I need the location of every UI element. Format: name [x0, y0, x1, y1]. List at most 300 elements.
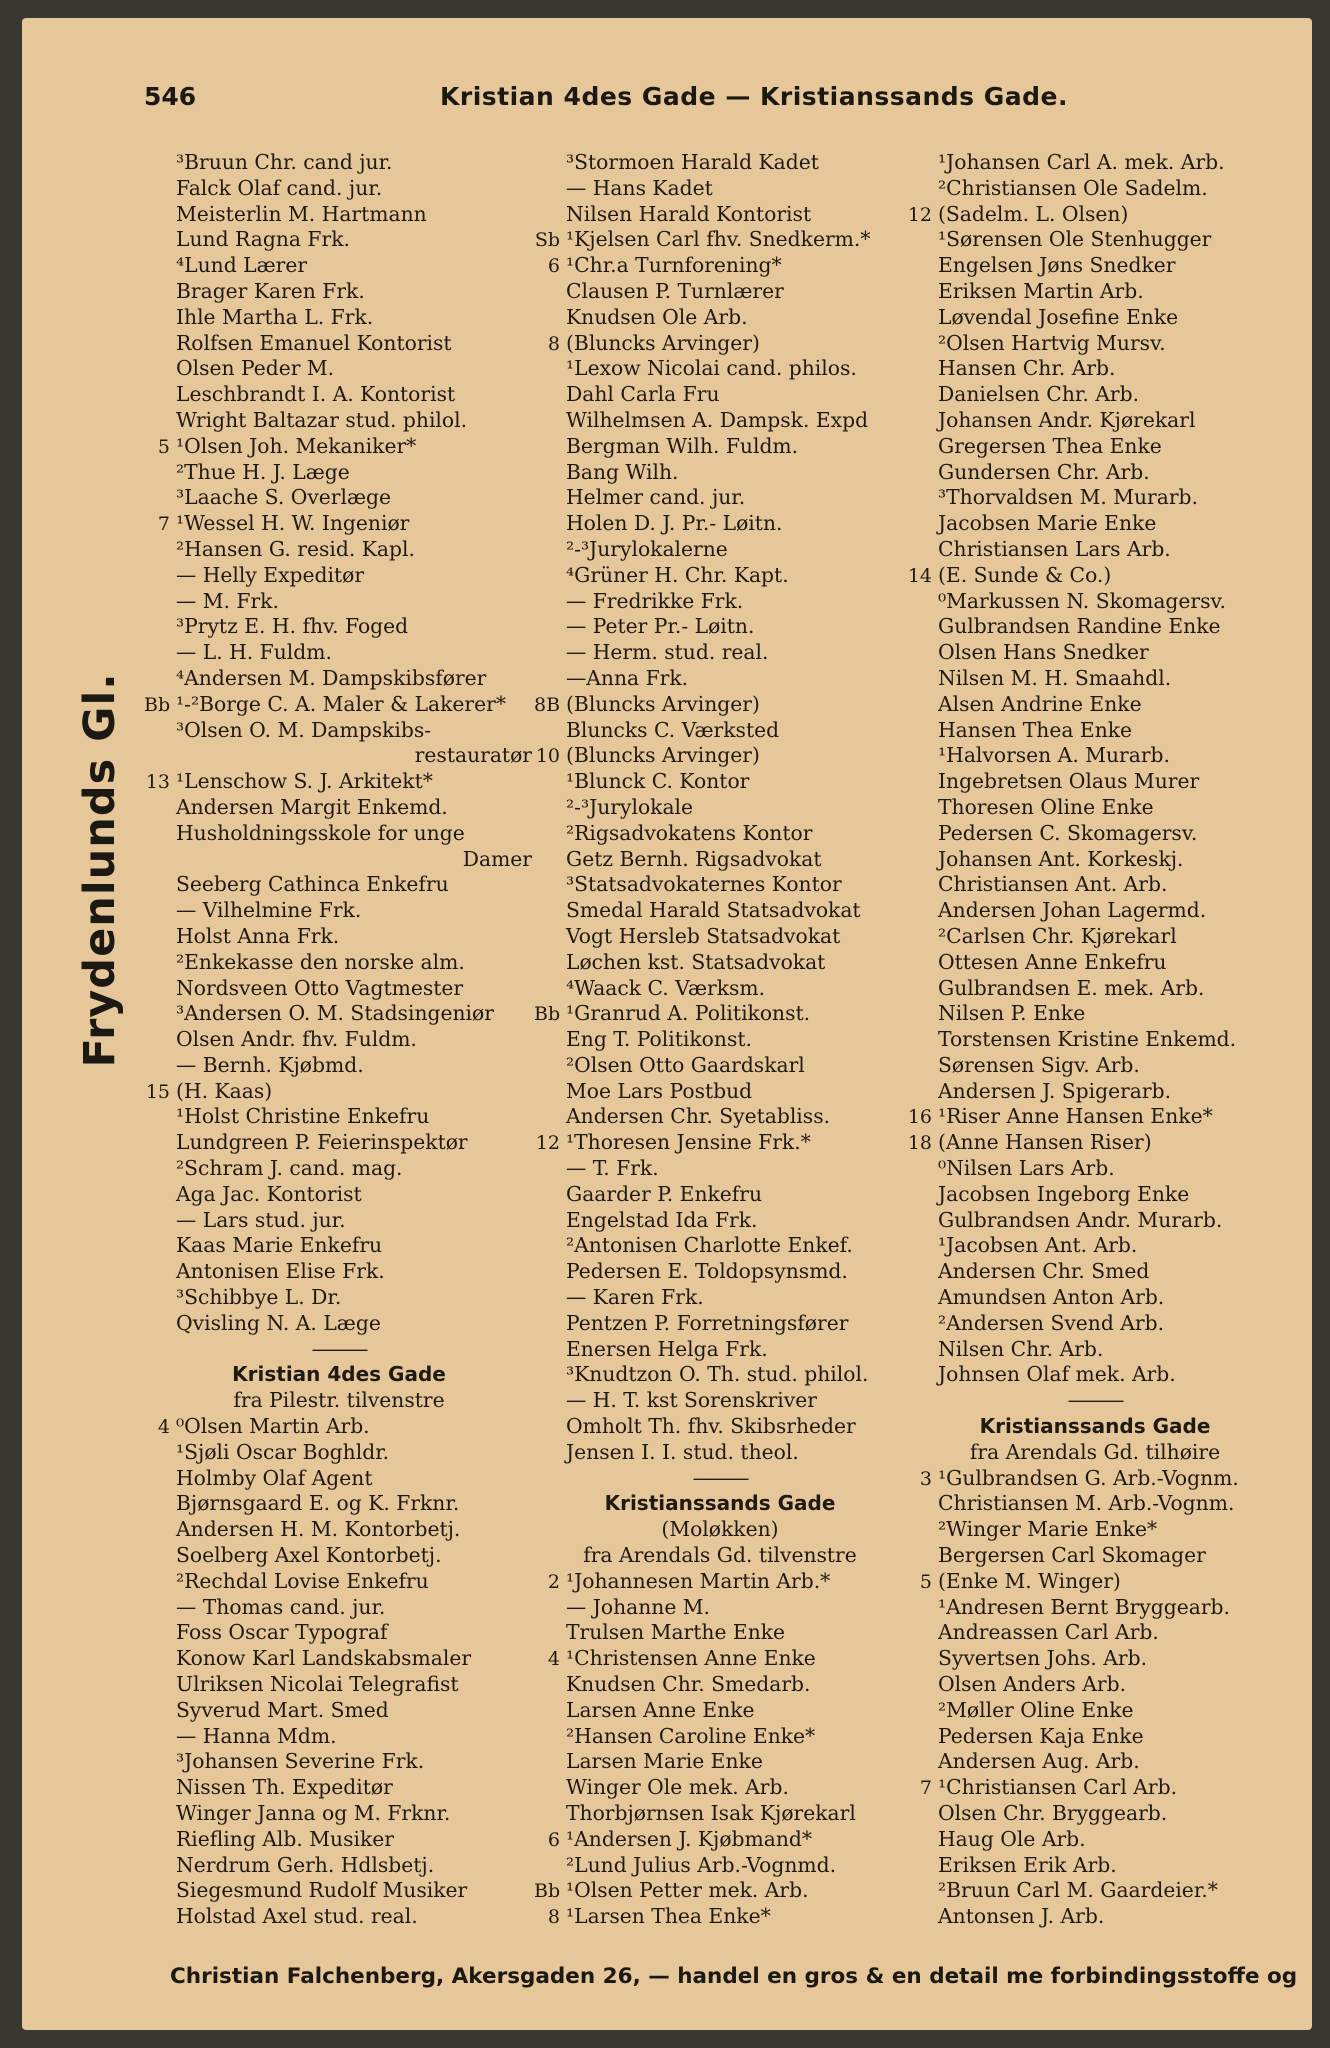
directory-entry — [534, 1827, 906, 1853]
entry-text: — Lars stud. jur. — [176, 1207, 346, 1232]
entry-text: Pedersen Kaja Enke — [938, 1723, 1144, 1748]
directory-entry — [144, 589, 534, 615]
directory-entry — [906, 1104, 1284, 1130]
directory-entry — [534, 1388, 906, 1414]
entry-text: Nilsen Chr. Arb. — [938, 1336, 1104, 1361]
entry-text: ²Christiansen Ole Sadelm. — [938, 175, 1208, 200]
entry-text: Christiansen Ant. Arb. — [938, 872, 1168, 897]
directory-entry — [534, 1001, 906, 1027]
directory-entry — [534, 1878, 906, 1904]
directory-entry — [144, 1646, 534, 1672]
entry-text: ——— — [692, 1465, 748, 1490]
directory-entry — [144, 1414, 534, 1440]
directory-entry — [906, 1027, 1284, 1053]
entry-text: Smedal Harald Statsadvokat — [566, 898, 861, 923]
entry-text: ⁰Nilsen Lars Arb. — [938, 1156, 1115, 1181]
directory-entry — [906, 1208, 1284, 1234]
entry-text: ³Stormoen Harald Kadet — [566, 150, 819, 174]
entry-text: ²Winger Marie Enke* — [938, 1517, 1158, 1542]
entry-text: — Fredrikke Frk. — [566, 588, 744, 613]
directory-entry — [144, 1156, 534, 1182]
directory-entry — [144, 821, 534, 847]
house-number: Bb — [144, 693, 171, 716]
entry-text: — Vilhelmine Frk. — [176, 898, 362, 923]
directory-entry — [534, 795, 906, 821]
entry-text: ²Andersen Svend Arb. — [938, 1310, 1165, 1335]
directory-entry — [144, 950, 534, 976]
section-separator — [144, 1337, 534, 1363]
entry-text: Aga Jac. Kontorist — [176, 1181, 362, 1206]
directory-entry — [534, 1440, 906, 1466]
directory-entry — [906, 1801, 1284, 1827]
entry-text: Thoresen Oline Enke — [938, 794, 1154, 819]
entry-text: Andreassen Carl Arb. — [938, 1620, 1159, 1645]
entry-text: Larsen Anne Enke — [566, 1697, 755, 1722]
entry-text: Moe Lars Postbud — [566, 1078, 753, 1103]
directory-entry — [906, 1827, 1284, 1853]
entry-text: Holmby Olaf Agent — [176, 1465, 373, 1490]
entry-text: ⁴Waack C. Værksm. — [566, 975, 766, 1000]
entry-text: Vogt Hersleb Statsadvokat — [566, 923, 841, 948]
entry-text: Pentzen P. Forretningsfører — [566, 1310, 849, 1335]
directory-entry — [144, 640, 534, 666]
entry-text: Nissen Th. Expeditør — [176, 1775, 393, 1800]
directory-entry — [906, 1362, 1284, 1388]
directory-entry — [144, 1775, 534, 1801]
directory-entry — [534, 718, 906, 744]
entry-text: Andersen Chr. Smed — [938, 1259, 1150, 1284]
entry-text: ¹Gulbrandsen G. Arb.-Vognm. — [938, 1465, 1239, 1490]
directory-entry — [144, 1388, 534, 1414]
directory-entry — [906, 227, 1284, 253]
directory-entry — [534, 356, 906, 382]
entry-text: ¹Olsen Petter mek. Arb. — [566, 1878, 809, 1903]
section-separator — [906, 1388, 1284, 1414]
directory-entry — [144, 1259, 534, 1285]
directory-entry — [534, 950, 906, 976]
entry-text: Gulbrandsen Randine Enke — [938, 614, 1221, 639]
directory-entry — [144, 563, 534, 589]
directory-entry — [534, 1904, 906, 1930]
directory-entry — [144, 1491, 534, 1517]
directory-entry — [534, 434, 906, 460]
entry-text: (Sadelm. L. Olsen) — [938, 201, 1129, 226]
entry-text: Qvisling N. A. Læge — [176, 1310, 381, 1335]
directory-entry — [906, 460, 1284, 486]
entry-text: ²Carlsen Chr. Kjørekarl — [938, 923, 1177, 948]
entry-text: — Hanna Mdm. — [176, 1723, 337, 1748]
directory-entry — [144, 1027, 534, 1053]
directory-entry — [144, 1130, 534, 1156]
entry-text: Johansen Andr. Kjørekarl — [938, 407, 1196, 432]
entry-text: ⁴Andersen M. Dampskibsfører — [176, 665, 487, 690]
directory-entry — [534, 1259, 906, 1285]
house-number: 7 — [157, 513, 170, 536]
entry-text: Getz Bernh. Rigsadvokat — [566, 846, 822, 871]
directory-entry — [906, 1853, 1284, 1879]
entry-text: Antonsen J. Arb. — [938, 1904, 1105, 1929]
directory-entry — [534, 305, 906, 331]
entry-text: Løvendal Josefine Enke — [938, 304, 1179, 329]
entry-text: ¹Andresen Bernt Bryggearb. — [938, 1594, 1230, 1619]
entry-text: Jacobsen Ingeborg Enke — [938, 1181, 1190, 1206]
directory-entry — [906, 847, 1284, 873]
house-number: 13 — [145, 771, 170, 794]
directory-entry — [534, 382, 906, 408]
directory-entry — [906, 150, 1284, 176]
directory-entry — [534, 1853, 906, 1879]
entry-text: ¹Christensen Anne Enke — [566, 1646, 816, 1671]
directory-entry — [534, 1724, 906, 1750]
directory-entry — [534, 331, 906, 357]
entry-text: Gulbrandsen Andr. Murarb. — [938, 1207, 1223, 1232]
directory-entry — [906, 1672, 1284, 1698]
entry-text: Larsen Marie Enke — [566, 1749, 763, 1774]
entry-text: ¹Granrud A. Politikonst. — [566, 1001, 811, 1026]
entry-text: ⁰Markussen N. Skomagersv. — [938, 588, 1227, 613]
entry-text: (Bluncks Arvinger) — [566, 691, 760, 716]
directory-entry — [534, 563, 906, 589]
directory-entry — [144, 614, 534, 640]
directory-entry — [534, 1233, 906, 1259]
directory-entry — [144, 1569, 534, 1595]
entry-text: ³Statsadvokaternes Kontor — [566, 872, 842, 897]
entry-text: Kristian 4des Gade — [232, 1362, 446, 1387]
entry-text: ²Hansen Caroline Enke* — [566, 1723, 816, 1748]
entry-text: Nordsveen Otto Vagtmester — [176, 975, 464, 1000]
directory-entry — [144, 408, 534, 434]
entry-text: Nilsen Harald Kontorist — [566, 201, 812, 226]
entry-text: ²Schram J. cand. mag. — [176, 1156, 403, 1181]
directory-entry — [144, 1440, 534, 1466]
entry-text: fra Pilestr. tilvenstre — [233, 1388, 445, 1413]
entry-text: ¹Halvorsen A. Murarb. — [938, 743, 1170, 768]
entry-text: Husholdningsskole for unge — [176, 820, 465, 845]
advertisement-footer: Christian Falchenberg, Akersgaden 26, — handel en gros & en detail me forbindingsstoffe og — [170, 1964, 1298, 1989]
directory-entry — [534, 253, 906, 279]
entry-text: Bergersen Carl Skomager — [938, 1543, 1206, 1568]
entry-text: Gregersen Thea Enke — [938, 433, 1162, 458]
entry-text: — Karen Frk. — [566, 1285, 704, 1310]
house-number: 4 — [157, 1416, 170, 1439]
entry-text: Damer — [462, 846, 532, 871]
entry-text: Andersen Aug. Arb. — [938, 1749, 1140, 1774]
entry-text: ³Bruun Chr. cand jur. — [176, 150, 393, 174]
house-number: 12 — [535, 1132, 560, 1155]
entry-text: Enersen Helga Frk. — [566, 1336, 768, 1361]
entry-text: Dahl Carla Fru — [566, 382, 720, 407]
entry-text: ²Olsen Otto Gaardskarl — [566, 1052, 805, 1077]
entry-text: Bluncks C. Værksted — [566, 717, 780, 742]
directory-entry — [906, 898, 1284, 924]
directory-entry — [906, 718, 1284, 744]
column-2 — [534, 150, 906, 1930]
directory-entry — [534, 666, 906, 692]
entry-text: Amundsen Anton Arb. — [938, 1285, 1165, 1310]
entry-text: Syverud Mart. Smed — [176, 1697, 389, 1722]
directory-entry — [144, 872, 534, 898]
entry-text: Brager Karen Frk. — [176, 278, 365, 303]
directory-entry — [534, 1027, 906, 1053]
side-street-label: Frydenlunds Gl. — [75, 672, 125, 1068]
directory-entry — [534, 279, 906, 305]
directory-entry — [144, 1543, 534, 1569]
directory-entry — [144, 847, 534, 873]
directory-entry — [534, 1620, 906, 1646]
house-number: 5 — [157, 435, 170, 458]
directory-entry — [534, 511, 906, 537]
entry-text: Ottesen Anne Enkefru — [938, 949, 1167, 974]
directory-entry — [534, 769, 906, 795]
entry-text: Ihle Martha L. Frk. — [176, 304, 374, 329]
entry-text: Foss Oscar Typograf — [176, 1620, 388, 1645]
street-heading — [906, 1414, 1284, 1440]
entry-text: Wright Baltazar stud. philol. — [176, 407, 468, 432]
directory-entry — [534, 227, 906, 253]
entry-text: Lund Ragna Frk. — [176, 227, 350, 252]
entry-text: Olsen Anders Arb. — [938, 1672, 1127, 1697]
entry-text: Nerdrum Gerh. Hdlsbetj. — [176, 1852, 435, 1877]
entry-text: — Herm. stud. real. — [566, 640, 769, 665]
entry-text: ²Thue H. J. Læge — [176, 459, 350, 484]
directory-entry — [534, 1156, 906, 1182]
directory-entry — [144, 279, 534, 305]
house-number: 18 — [907, 1132, 932, 1155]
entry-text: Haug Ole Arb. — [938, 1826, 1086, 1851]
house-number: Bb — [534, 1880, 561, 1903]
directory-entry — [906, 1724, 1284, 1750]
directory-entry — [906, 1285, 1284, 1311]
directory-entry — [534, 614, 906, 640]
entry-text: Winger Ole mek. Arb. — [566, 1775, 789, 1800]
column-3 — [906, 150, 1284, 1930]
entry-text: Alsen Andrine Enke — [938, 691, 1142, 716]
entry-text: ²Lund Julius Arb.-Vognmd. — [566, 1852, 837, 1877]
entry-text: ¹Kjelsen Carl fhv. Snedkerm.* — [566, 227, 871, 252]
entry-text: ——— — [1067, 1388, 1123, 1413]
directory-entry — [534, 537, 906, 563]
page-number: 546 — [144, 82, 197, 111]
directory-entry — [906, 1053, 1284, 1079]
entry-text: Syvertsen Johs. Arb. — [938, 1646, 1148, 1671]
directory-entry — [534, 872, 906, 898]
entry-text: Gulbrandsen E. mek. Arb. — [938, 975, 1205, 1000]
directory-entry — [906, 692, 1284, 718]
entry-text: ¹Sørensen Ole Stenhugger — [938, 227, 1212, 252]
directory-entry — [534, 460, 906, 486]
directory-entry — [906, 1775, 1284, 1801]
directory-entry — [906, 1646, 1284, 1672]
directory-entry — [534, 1672, 906, 1698]
directory-entry — [906, 743, 1284, 769]
house-number: 10 — [535, 745, 560, 768]
directory-entry — [144, 1182, 534, 1208]
directory-entry — [144, 331, 534, 357]
entry-text: ²Rigsadvokatens Kontor — [566, 820, 813, 845]
directory-entry — [144, 253, 534, 279]
directory-entry — [534, 1285, 906, 1311]
directory-entry — [144, 1853, 534, 1879]
entry-text: ¹Johansen Carl A. mek. Arb. — [938, 150, 1225, 174]
street-heading — [144, 1362, 534, 1388]
directory-entry — [144, 666, 534, 692]
entry-text: ²Antonisen Charlotte Enkef. — [566, 1233, 853, 1258]
entry-text: Gaarder P. Enkefru — [566, 1181, 763, 1206]
entry-text: ¹Sjøli Oscar Boghldr. — [176, 1439, 390, 1464]
entry-text: Christiansen M. Arb.-Vognm. — [938, 1491, 1235, 1516]
entry-text: ⁴Grüner H. Chr. Kapt. — [566, 562, 789, 587]
entry-text: ³Schibbye L. Dr. — [176, 1285, 342, 1310]
directory-entry — [906, 408, 1284, 434]
directory-entry — [144, 1595, 534, 1621]
directory-entry — [906, 485, 1284, 511]
house-number: 16 — [907, 1106, 932, 1129]
entry-text: Leschbrandt I. A. Kontorist — [176, 382, 456, 407]
directory-entry — [144, 537, 534, 563]
entry-text: Johansen Ant. Korkeskj. — [938, 846, 1184, 871]
entry-text: — L. H. Fuldm. — [176, 640, 332, 665]
directory-entry — [534, 1698, 906, 1724]
directory-entry — [144, 511, 534, 537]
directory-entry — [144, 898, 534, 924]
house-number: 8B — [534, 693, 561, 716]
directory-entry — [534, 1775, 906, 1801]
entry-text: Gundersen Chr. Arb. — [938, 459, 1150, 484]
entry-text: Løchen kst. Statsadvokat — [566, 949, 826, 974]
directory-entry — [144, 743, 534, 769]
directory-entry — [534, 1414, 906, 1440]
entry-text: Andersen Chr. Syetabliss. — [566, 1104, 831, 1129]
directory-entry — [906, 1491, 1284, 1517]
entry-text: ¹Chr.a Turnforening* — [566, 253, 782, 278]
directory-entry — [144, 1053, 534, 1079]
entry-text: Wilhelmsen A. Dampsk. Expd — [566, 407, 869, 432]
entry-text: ¹Blunck C. Kontor — [566, 769, 750, 794]
page-title: Kristian 4des Gade — Kristianssands Gade. — [440, 82, 1069, 111]
directory-entry — [534, 898, 906, 924]
directory-entry — [534, 1543, 906, 1569]
directory-entry — [906, 1543, 1284, 1569]
section-separator — [534, 1466, 906, 1492]
directory-entry — [906, 589, 1284, 615]
directory-entry — [534, 589, 906, 615]
entry-text: Helmer cand. jur. — [566, 485, 746, 510]
entry-text: Nilsen P. Enke — [938, 1001, 1086, 1026]
entry-text: ¹Thoresen Jensine Frk.* — [566, 1130, 811, 1155]
directory-entry — [144, 1698, 534, 1724]
directory-entry — [906, 253, 1284, 279]
entry-text: Konow Karl Landskabsmaler — [176, 1646, 472, 1671]
directory-entry — [144, 1466, 534, 1492]
directory-entry — [534, 692, 906, 718]
directory-entry — [144, 485, 534, 511]
entry-text: ⁰Olsen Martin Arb. — [176, 1414, 370, 1439]
directory-entry — [144, 176, 534, 202]
directory-entry — [534, 1104, 906, 1130]
entry-text: Johnsen Olaf mek. Arb. — [938, 1362, 1176, 1387]
directory-entry — [906, 511, 1284, 537]
directory-entry — [906, 821, 1284, 847]
entry-text: — Hans Kadet — [566, 175, 713, 200]
entry-text: ¹Larsen Thea Enke* — [566, 1904, 771, 1929]
entry-text: Andersen Margit Enkemd. — [176, 794, 448, 819]
entry-text: ——— — [311, 1336, 367, 1361]
directory-entry — [906, 1595, 1284, 1621]
directory-entry — [534, 1801, 906, 1827]
directory-entry — [906, 1904, 1284, 1930]
entry-text: Engelsen Jøns Snedker — [938, 253, 1176, 278]
directory-entry — [534, 202, 906, 228]
entry-text: Kristianssands Gade — [604, 1491, 836, 1516]
directory-entry — [144, 1724, 534, 1750]
entry-text: ³Andersen O. M. Stadsingeniør — [176, 1001, 494, 1026]
entry-text: Thorbjørnsen Isak Kjørekarl — [566, 1801, 856, 1825]
entry-text: — M. Frk. — [176, 588, 279, 613]
directory-entry — [534, 976, 906, 1002]
directory-entry — [534, 1208, 906, 1234]
directory-entry — [144, 1285, 534, 1311]
entry-text: ³Prytz E. H. fhv. Foged — [176, 614, 409, 639]
directory-entry — [906, 1233, 1284, 1259]
directory-entry — [144, 1801, 534, 1827]
directory-entry — [144, 1104, 534, 1130]
directory-entry — [906, 1182, 1284, 1208]
entry-text: fra Arendals Gd. tilvenstre — [583, 1543, 857, 1568]
directory-entry — [906, 1466, 1284, 1492]
entry-text: Bergman Wilh. Fuldm. — [566, 433, 799, 458]
directory-entry — [144, 382, 534, 408]
entry-text: Meisterlin M. Hartmann — [176, 201, 427, 226]
entry-text: Ulriksen Nicolai Telegrafist — [176, 1672, 459, 1697]
entry-text: Falck Olaf cand. jur. — [176, 175, 383, 200]
directory-entry — [144, 1749, 534, 1775]
entry-text: ²-³Jurylokalerne — [566, 536, 728, 561]
entry-text: ²Rechdal Lovise Enkefru — [176, 1568, 429, 1593]
entry-text: ²-³Jurylokale — [566, 794, 694, 819]
entry-text: Olsen Hans Snedker — [938, 640, 1149, 665]
entry-text: Holstad Axel stud. real. — [176, 1904, 418, 1929]
entry-text: Ingebretsen Olaus Murer — [938, 769, 1200, 794]
entry-text: — Bernh. Kjøbmd. — [176, 1052, 364, 1077]
directory-entry — [906, 434, 1284, 460]
directory-entry — [906, 950, 1284, 976]
entry-text: Seeberg Cathinca Enkefru — [176, 872, 449, 897]
directory-entry — [906, 1698, 1284, 1724]
directory-entry — [144, 1517, 534, 1543]
column-1 — [144, 150, 534, 1930]
entry-text: Pedersen C. Skomagersv. — [938, 820, 1198, 845]
directory-entry — [534, 1130, 906, 1156]
entry-text: Holst Anna Frk. — [176, 923, 340, 948]
directory-entry — [906, 1001, 1284, 1027]
entry-text: Olsen Chr. Bryggearb. — [938, 1801, 1168, 1825]
entry-text: Holen D. J. Pr.- Løitn. — [566, 511, 783, 536]
entry-text: ³Olsen O. M. Dampskibs- — [176, 717, 432, 742]
entry-text: Bjørnsgaard E. og K. Frknr. — [176, 1491, 460, 1516]
directory-entry — [144, 1079, 534, 1105]
directory-entry — [906, 563, 1284, 589]
directory-entry — [144, 1001, 534, 1027]
entry-text: (Anne Hansen Riser) — [938, 1130, 1152, 1155]
entry-text: ²Enkekasse den norske alm. — [176, 949, 465, 974]
entry-text: Olsen Peder M. — [176, 356, 335, 381]
directory-entry — [906, 640, 1284, 666]
entry-text: Soelberg Axel Kontorbetj. — [176, 1543, 442, 1568]
directory-entry — [906, 1259, 1284, 1285]
entry-text: restauratør — [414, 743, 532, 768]
entry-text: ¹Riser Anne Hansen Enke* — [938, 1104, 1213, 1129]
entry-text: ³Thorvaldsen M. Murarb. — [938, 485, 1198, 510]
